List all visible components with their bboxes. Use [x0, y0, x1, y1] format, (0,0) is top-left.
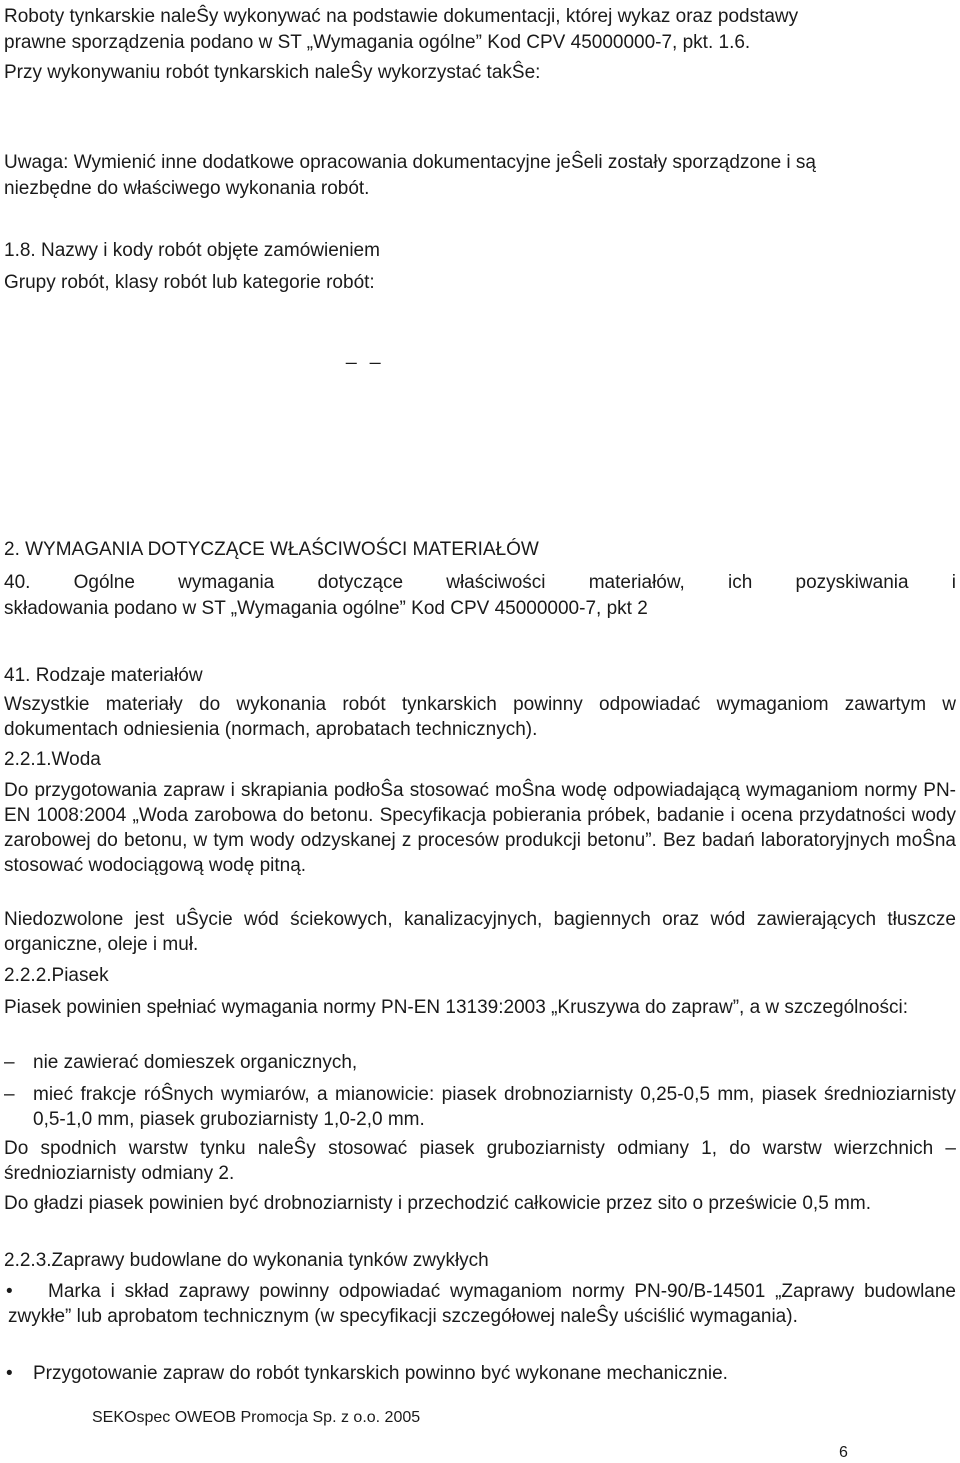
intro-line-1: Roboty tynkarskie naleŜy wykonywać na podstawie dokumentacji, której wykaz oraz podstawy — [4, 6, 799, 27]
piasek-requirement-text: nie zawierać domieszek organicznych, — [33, 1052, 358, 1073]
note-line-2: niezbędne do właściwego wykonania robót. — [4, 178, 370, 199]
footer-text: SEKOspec OWEOB Promocja Sp. z o.o. 2005 — [92, 1409, 421, 1426]
page-number: 6 — [839, 1444, 848, 1461]
woda-heading: 2.2.1.Woda — [4, 749, 101, 770]
section-40-line-1: 40. Ogólne wymagania dotyczące właściwości materiałów, ich pozyskiwania i — [4, 572, 956, 593]
bullet-marker: • — [6, 1363, 13, 1384]
dash-marker: – — [4, 1052, 15, 1073]
zaprawy-bullet-text: Przygotowanie zapraw do robót tynkarskich powinno być wykonane mechanicznie. — [33, 1363, 728, 1384]
piasek-intro: Piasek powinien spełniać wymagania normy PN-EN 13139:2003 „Kruszywa do zapraw”, a w szczególności: — [4, 997, 908, 1018]
section-1-8-subheading: Grupy robót, klasy robót lub kategorie robót: — [4, 272, 375, 293]
section-41-text: Wszystkie materiały do wykonania robót tynkarskich powinny odpowiadać wymaganiom zawartym w dokumentach odniesienia (normach, aprobatach technicznych). — [4, 694, 956, 740]
section-40-line-2: składowania podano w ST „Wymagania ogólne” Kod CPV 45000000-7, pkt 2 — [4, 598, 648, 619]
blank-placeholder-mark: _ _ — [346, 344, 385, 365]
section-2-heading: 2. WYMAGANIA DOTYCZĄCE WŁAŚCIWOŚCI MATERIAŁÓW — [4, 539, 539, 560]
zaprawy-bullet-text: Marka i skład zaprawy powinny odpowiadać wymaganiom normy PN-90/B-14501 „Zaprawy budowlane zwykłe” lub aprobatom technicznym (w specyfikacji szczegółowej naleŜy uściślić wymagania). — [8, 1281, 956, 1327]
woda-paragraph-2: Niedozwolone jest uŜycie wód ściekowych, kanalizacyjnych, bagiennych oraz wód zawierających tłuszcze organiczne, oleje i muł. — [4, 909, 956, 955]
intro-line-2: prawne sporządzenia podano w ST „Wymagania ogólne” Kod CPV 45000000-7, pkt. 1.6. — [4, 32, 751, 53]
piasek-spodnie-paragraph: Do spodnich warstw tynku naleŜy stosować piasek gruboziarnisty odmiany 1, do warstw wierzchnich – średnioziarnisty odmiany 2. — [4, 1138, 956, 1184]
section-41-heading: 41. Rodzaje materiałów — [4, 665, 203, 686]
bullet-marker: • — [6, 1281, 13, 1302]
piasek-requirement-text: mieć frakcje róŜnych wymiarów, a mianowicie: piasek drobnoziarnisty 0,25-0,5 mm, piasek średnioziarnisty 0,5-1,0 mm, piasek gruboziarnisty 1,0-2,0 mm. — [33, 1084, 956, 1130]
piasek-gladz-paragraph: Do gładzi piasek powinien być drobnoziarnisty i przechodzić całkowicie przez sito o prześwicie 0,5 mm. — [4, 1193, 871, 1214]
section-1-8-heading: 1.8. Nazwy i kody robót objęte zamówieniem — [4, 240, 380, 261]
note-line-1: Uwaga: Wymienić inne dodatkowe opracowania dokumentacyjne jeŜeli zostały sporządzone i są — [4, 152, 816, 173]
dash-marker: – — [4, 1084, 15, 1105]
intro-line-3: Przy wykonywaniu robót tynkarskich naleŜy wykorzystać takŜe: — [4, 62, 541, 83]
woda-paragraph-1: Do przygotowania zapraw i skrapiania podłoŜa stosować moŜna wodę odpowiadającą wymaganiom normy PN-EN 1008:2004 „Woda zarobowa do betonu. Specyfikacja pobierania próbek, badanie i ocena przydatności wody zarobowej do betonu, w tym wody odzyskanej z procesów produkcji betonu”. Bez badań laboratoryjnych moŜna stosować wodociągową wodę pitną. — [4, 780, 956, 876]
piasek-heading: 2.2.2.Piasek — [4, 965, 109, 986]
zaprawy-heading: 2.2.3.Zaprawy budowlane do wykonania tynków zwykłych — [4, 1250, 489, 1271]
